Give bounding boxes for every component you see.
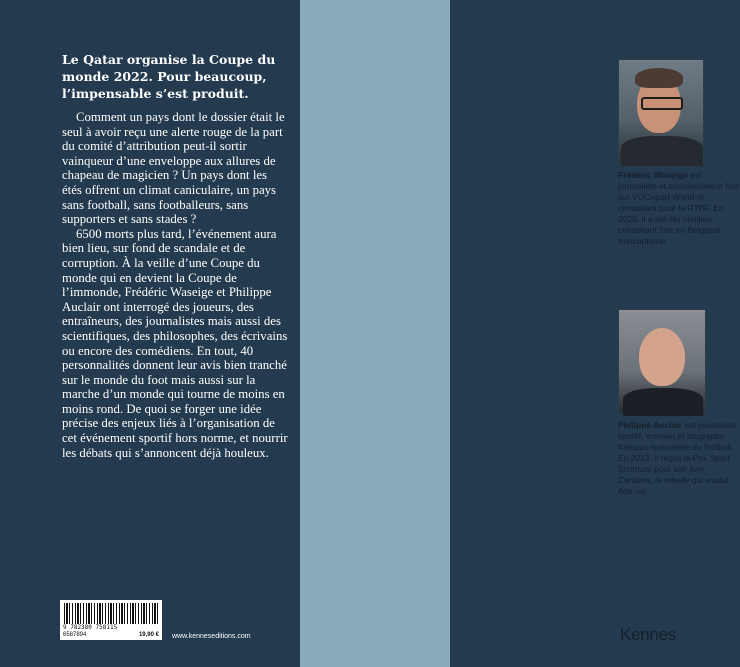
barcode-bars — [64, 603, 158, 624]
blurb-paragraph-1: Comment un pays dont le dossier était le seul à avoir reçu une alerte rouge de la part du comité d’attribution peut-il sortir vainqueur d’une enveloppe aux allures de chapeau de magicien ? Un pays dont les étés offrent un climat caniculaire, un pays sans football, sans footballeurs, sans supporters et sans stades ? — [62, 110, 285, 227]
author-bio-end: . — [644, 486, 647, 496]
author-photo-waseige — [618, 59, 704, 164]
author-panel — [300, 0, 740, 667]
barcode-code-row — [63, 632, 159, 639]
author-name: Philippe Auclair — [618, 420, 682, 430]
author-bio-text: est journaliste et commentateur foot sur VOOsport World et consultant pour la RTBF. En 2020, il a été élu meilleur consultant foot en Belgique francophone. — [618, 170, 740, 246]
main-panel — [0, 0, 300, 667]
book-title: Cantona, le rebelle qui voulut être roi — [618, 475, 729, 496]
publisher-logo: Kennes — [620, 625, 676, 644]
author-bio-waseige — [618, 170, 740, 247]
author-photo-auclair — [618, 309, 706, 414]
publisher-website[interactable]: www.kenneseditions.com — [172, 633, 251, 640]
author-bio-auclair — [618, 420, 740, 497]
blurb — [62, 110, 290, 460]
author-bio-text: est journaliste sportif, écrivain et biographe français spécialiste du football. En 2013, il reçoit le Prix Sport Scriptum pour son livre — [618, 420, 737, 474]
price: 19,90 € — [138, 632, 159, 638]
product-code: 6587894 — [63, 632, 87, 638]
barcode — [60, 600, 162, 640]
author-name: Frédéric Waseige — [618, 170, 689, 180]
isbn-digits: 9 782380 758115 — [63, 624, 118, 631]
blurb-paragraph-2: 6500 morts plus tard, l’événement aura bien lieu, sur fond de scandale et de corruption. À la veille d’une Coupe du monde qui en devient la Coupe de l’immonde, Frédéric Waseige et Philippe Auclair ont interrogé des joueurs, des entraîneurs, des journalistes mais aussi des scientifiques, des philosophes, des écrivains ou encore des comédiens. En tout, 40 personnalités donnent leur avis bien tranché sur le monde du foot mais aussi sur la marche d’un monde qui tourne de moins en moins rond. De quoi se forger une idée précise des enjeux liés à l’organisation de cet événement sportif hors norme, et nourrir les débats qui s’annoncent déjà houleux. — [62, 226, 288, 460]
headline: Le Qatar organise la Coupe du monde 2022. Pour beaucoup, l’impensable s’est produit. — [62, 52, 276, 101]
